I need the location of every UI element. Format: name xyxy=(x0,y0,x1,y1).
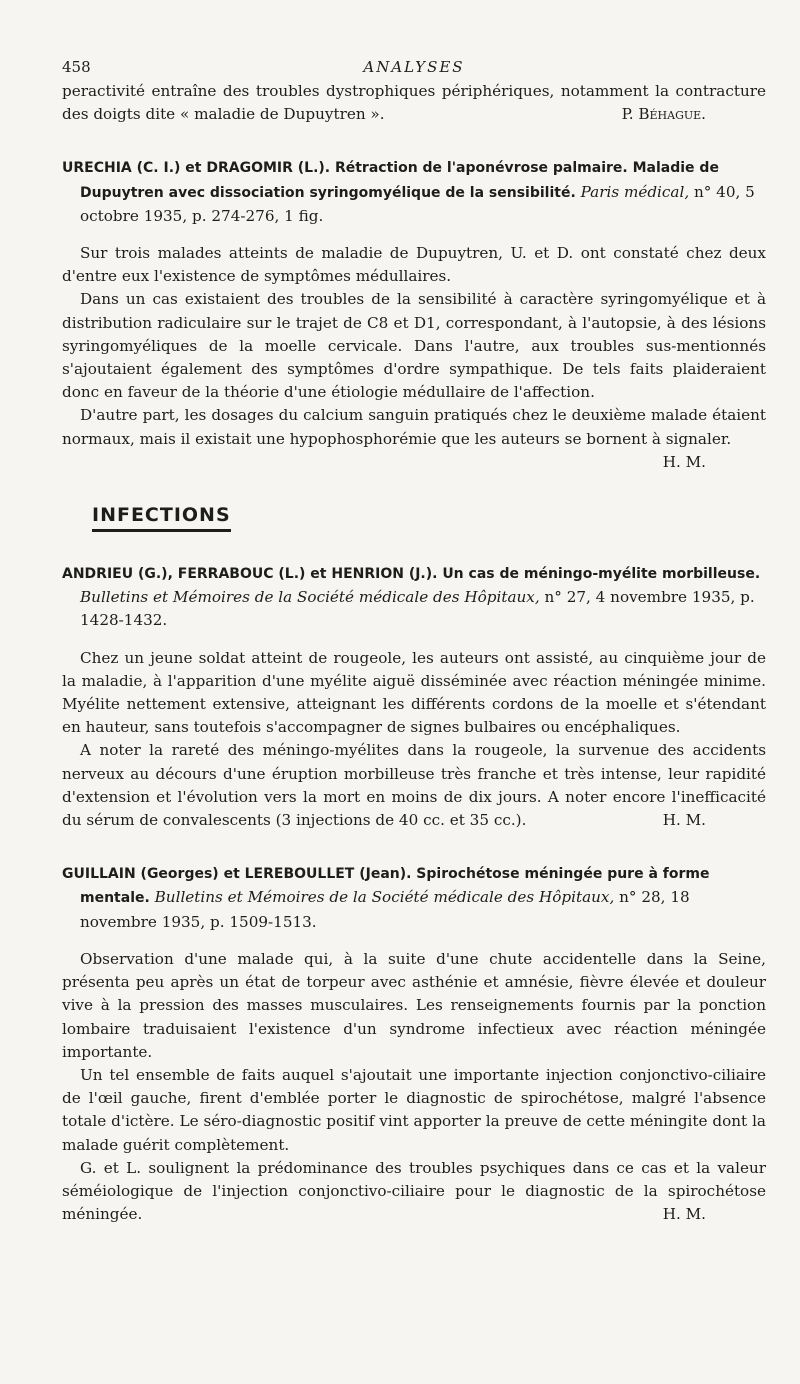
article-title: Rétraction de l'aponévrose palmaire. Maladie de Dupuytren avec dissociation syringomyélique de la sensibilité. xyxy=(80,160,719,201)
signature: H. M. xyxy=(662,1205,706,1224)
paragraph: Un tel ensemble de faits auquel s'ajoutait une importante injection conjonctivo-ciliaire de l'œil gauche, firent d'emblée porter le diagnostic de spirochétose, malgré l'absence totale d'ictère. Le séro-diagnostic positif vint apporter la preuve de cette méningite dont la malade guérit complètement. xyxy=(62,1065,766,1154)
article-authors: URECHIA (C. I.) et DRAGOMIR (L.). xyxy=(62,160,331,177)
article-andrieu xyxy=(62,562,766,832)
paragraph-with-signature xyxy=(62,739,766,832)
article-title: Spirochétose méningée pure à forme mentale. xyxy=(80,866,710,907)
signature: H. M. xyxy=(662,811,706,830)
article-authors: ANDRIEU (G.), FERRABOUC (L.) et HENRION (J.). xyxy=(62,566,438,583)
continuation-block xyxy=(62,80,766,126)
article-reference xyxy=(62,156,766,228)
article-journal: Bulletins et Mémoires de la Société médicale des Hôpitaux, xyxy=(80,588,540,607)
article-guillain xyxy=(62,862,766,1226)
running-header xyxy=(62,54,766,80)
continuation-text: peractivité entraîne des troubles dystrophiques périphériques, notamment la contracture des doigts dite « maladie de Dupuytren ». xyxy=(62,82,766,124)
paragraph-with-signature xyxy=(62,1157,766,1227)
paragraph: Dans un cas existaient des troubles de la sensibilité à caractère syringomyélique et à distribution radiculaire sur le trajet de C8 et D1, correspondant, à l'autopsie, à des lésions syringomyéliques de la moelle cervicale. Dans l'autre, aux troubles sus-mentionnés s'ajoutaient également des symptômes d'ordre sympathique. De tels faits plaideraient donc en faveur de la théorie d'une étiologie médullaire de l'affection. xyxy=(62,290,766,402)
section-heading: INFECTIONS xyxy=(92,504,231,532)
paragraph: Chez un jeune soldat atteint de rougeole, les auteurs ont assisté, au cinquième jour de la maladie, à l'apparition d'une myélite aiguë disséminée avec réaction méningée minime. Myélite nettement extensive, atteignant les différents cordons de la moelle et s'étendant en hauteur, sans toutefois s'accompagner de signes bulbaires ou encéphaliques. xyxy=(62,648,766,737)
paragraph: Observation d'une malade qui, à la suite d'une chute accidentelle dans la Seine, présenta peu après un état de torpeur avec asthénie et amnésie, fièvre élevée et douleur vive à la pression des masses musculaires. Les renseignements fournis par la ponction lombaire traduisaient l'existence d'un syndrome infectieux avec réaction méningée importante. xyxy=(62,949,766,1061)
paragraph-with-signature xyxy=(62,404,766,474)
running-title: ANALYSES xyxy=(363,58,465,76)
article-citation: n° 28, 18 novembre 1935, p. 1509-1513. xyxy=(80,888,690,931)
paragraph: G. et L. soulignent la prédominance des troubles psychiques dans ce cas et la valeur séméiologique de l'injection conjonctivo-ciliaire pour le diagnostic de la spirochétose méningée. xyxy=(62,1158,766,1224)
article-title: Un cas de méningo-myélite morbilleuse. xyxy=(442,566,761,583)
paragraph: A noter la rareté des méningo-myélites dans la rougeole, la survenue des accidents nerveux au décours d'une éruption morbilleuse très franche et très intense, leur rapidité d'extension et l'évolution vers la mort en moins de dix jours. A noter encore l'inefficacité du sérum de convalescents (3 injections de 40 cc. et 35 cc.). xyxy=(62,741,766,830)
article-citation: n° 40, 5 octobre 1935, p. 274-276, 1 fig. xyxy=(80,182,755,225)
article-journal: Bulletins et Mémoires de la Société médicale des Hôpitaux, xyxy=(154,888,615,907)
paragraph: Sur trois malades atteints de maladie de Dupuytren, U. et D. ont constaté chez deux d'entre eux l'existence de symptômes médullaires. xyxy=(62,244,766,286)
signature: H. M. xyxy=(662,452,706,471)
article-citation: n° 27, 4 novembre 1935, p. 1428-1432. xyxy=(80,588,755,630)
page xyxy=(62,54,766,1226)
signature: P. Béhague. xyxy=(621,105,706,124)
article-reference xyxy=(62,562,766,633)
paragraph: D'autre part, les dosages du calcium sanguin pratiqués chez le deuxième malade étaient normaux, mais il existait une hypophosphorémie que les auteurs se bornent à signaler. xyxy=(62,406,766,448)
article-authors: GUILLAIN (Georges) et LEREBOULLET (Jean). xyxy=(62,866,412,883)
article-urechia xyxy=(62,156,766,474)
article-journal: Paris médical, xyxy=(580,182,690,201)
page-number: 458 xyxy=(62,58,91,76)
article-reference xyxy=(62,862,766,934)
